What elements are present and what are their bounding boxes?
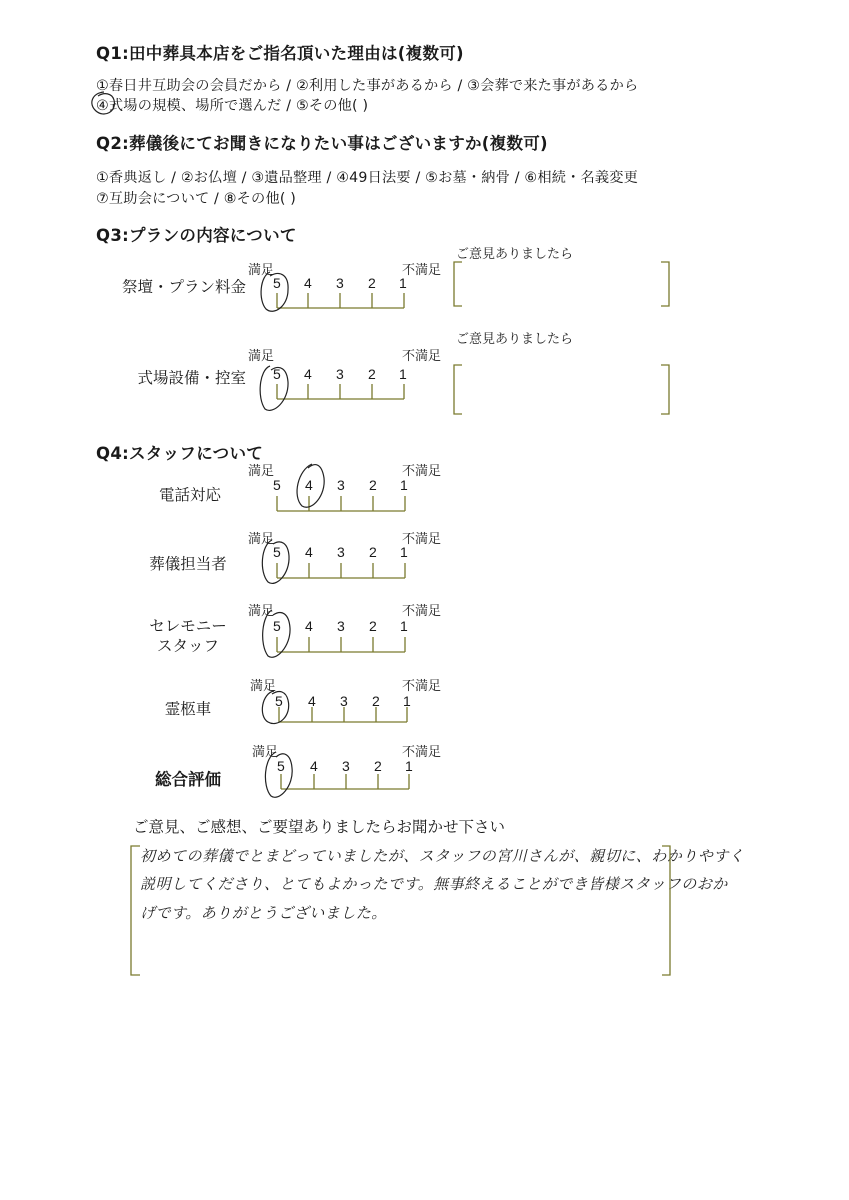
scale-option-4[interactable]: 4 (310, 758, 318, 774)
scale-option-5[interactable]: 5 (273, 275, 281, 291)
q3-item-label-plan-price: 祭壇・プラン料金 (121, 278, 246, 296)
comment-handwritten-line2: 説明してくださり、とてもよかったです。無事終えることができ皆様スタッフのおか (140, 875, 728, 893)
scale-option-3[interactable]: 3 (337, 618, 345, 634)
scale-low-label: 不満足 (402, 532, 442, 547)
scale-high-label: 満足 (248, 263, 275, 278)
scale-option-2[interactable]: 2 (368, 366, 376, 382)
q4-rating-circle-hearse (262, 691, 288, 724)
q4-item-label-overall: 総合評価 (155, 770, 221, 789)
q4-item-label-ceremony: セレモニー (149, 617, 227, 635)
scale-high-label: 満足 (248, 349, 275, 364)
scale-option-4[interactable]: 4 (308, 693, 316, 709)
scale-option-3[interactable]: 3 (340, 693, 348, 709)
q4-scale-bar-phone (277, 496, 405, 511)
scale-option-3[interactable]: 3 (336, 275, 344, 291)
scale-option-1[interactable]: 1 (400, 477, 408, 493)
q4-rating-circle-phone (297, 464, 324, 507)
scale-option-1[interactable]: 1 (400, 544, 408, 560)
q4-rating-circle-ceremony-staff (263, 610, 290, 657)
scale-option-2[interactable]: 2 (369, 544, 377, 560)
comments-box (131, 846, 670, 975)
q4-rating-circle-funeral-director (262, 540, 289, 583)
q1-title: Q1:田中葬具本店をご指名頂いた理由は(複数可) (96, 44, 464, 63)
scale-option-5[interactable]: 5 (273, 477, 281, 493)
q3-scale-bar-plan-price (277, 293, 404, 308)
scale-option-5[interactable]: 5 (273, 618, 281, 634)
scale-option-3[interactable]: 3 (342, 758, 350, 774)
scale-low-label: 不満足 (402, 679, 442, 694)
q3-rating-circle-plan-price (261, 272, 288, 311)
scale-low-label: 不満足 (402, 349, 442, 364)
scale-option-4[interactable]: 4 (305, 477, 313, 493)
scale-high-label: 満足 (248, 464, 275, 479)
scale-option-3[interactable]: 3 (337, 477, 345, 493)
scale-option-2[interactable]: 2 (374, 758, 382, 774)
handwritten-marks (92, 92, 324, 797)
scale-high-label: 満足 (248, 532, 275, 547)
scale-option-4[interactable]: 4 (305, 544, 313, 560)
q3-scale-bar-venue-facilities (277, 384, 404, 399)
scale-option-5[interactable]: 5 (277, 758, 285, 774)
q4-item-label-hearse: 霊柩車 (164, 700, 212, 718)
q4-scale-bar-funeral-director (277, 563, 405, 578)
scale-low-label: 不満足 (402, 745, 442, 760)
q4-title: Q4:スタッフについて (96, 444, 264, 463)
q1-selected-circle (92, 92, 115, 114)
scale-option-4[interactable]: 4 (304, 366, 312, 382)
scale-option-2[interactable]: 2 (369, 477, 377, 493)
q2-options-line2: ⑦互助会について / ⑧その他( ) (96, 191, 297, 207)
scale-option-5[interactable]: 5 (273, 366, 281, 382)
q3-comment-box-1 (454, 262, 669, 306)
scale-option-4[interactable]: 4 (305, 618, 313, 634)
q4-scale-bar-overall (281, 774, 409, 789)
scale-option-1[interactable]: 1 (403, 693, 411, 709)
scale-high-label: 満足 (252, 745, 279, 760)
scale-high-label: 満足 (248, 604, 275, 619)
q1-options-line1: ①春日井互助会の会員だから / ②利用した事があるから / ③会葬で来た事があるから (96, 78, 639, 94)
scale-option-2[interactable]: 2 (369, 618, 377, 634)
q4-item-label-phone: 電話対応 (158, 486, 221, 504)
scale-low-label: 不満足 (402, 604, 442, 619)
scale-option-1[interactable]: 1 (399, 275, 407, 291)
scale-option-4[interactable]: 4 (304, 275, 312, 291)
comments-title: ご意見、ご感想、ご要望ありましたらお聞かせ下さい (133, 818, 506, 836)
scale-option-1[interactable]: 1 (399, 366, 407, 382)
scale-option-1[interactable]: 1 (405, 758, 413, 774)
q2-options-line1: ①香典返し / ②お仏壇 / ③遺品整理 / ④49日法要 / ⑤お墓・納骨 / ⑥相続・名義変更 (96, 170, 639, 186)
q4-item-label-staff: スタッフ (156, 637, 219, 655)
q3-comment-box-2 (454, 365, 669, 414)
scale-high-label: 満足 (250, 679, 277, 694)
scale-option-3[interactable]: 3 (336, 366, 344, 382)
scale-option-3[interactable]: 3 (337, 544, 345, 560)
q3-item-label-venue-facilities: 式場設備・控室 (137, 369, 246, 387)
q4-scale-bar-hearse (279, 707, 407, 722)
scale-option-1[interactable]: 1 (400, 618, 408, 634)
q3-title: Q3:プランの内容について (96, 226, 297, 245)
scale-option-5[interactable]: 5 (275, 693, 283, 709)
scale-option-5[interactable]: 5 (273, 544, 281, 560)
q1-options-line2: ④式場の規模、場所で選んだ / ⑤その他( ) (96, 98, 369, 114)
scale-option-2[interactable]: 2 (372, 693, 380, 709)
q2-title: Q2:葬儀後にてお聞きになりたい事はございますか(複数可) (96, 134, 548, 153)
q4-item-label-funeral-director: 葬儀担当者 (149, 555, 227, 573)
q3-rating-circle-venue-facilities (260, 366, 288, 410)
q3-comment-label-2: ご意見ありましたら (456, 332, 574, 347)
comment-handwritten-line3: げです。ありがとうございました。 (140, 904, 387, 922)
q3-comment-label-1: ご意見ありましたら (456, 247, 574, 262)
comment-handwritten-line1: 初めての葬儀でとまどっていましたが、スタッフの宮川さんが、親切に、わかりやすく (140, 847, 745, 865)
scale-option-2[interactable]: 2 (368, 275, 376, 291)
scale-low-label: 不満足 (402, 263, 442, 278)
scale-low-label: 不満足 (402, 464, 442, 479)
q4-scale-bar-ceremony-staff (277, 637, 405, 652)
q4-rating-circle-overall (265, 752, 292, 797)
